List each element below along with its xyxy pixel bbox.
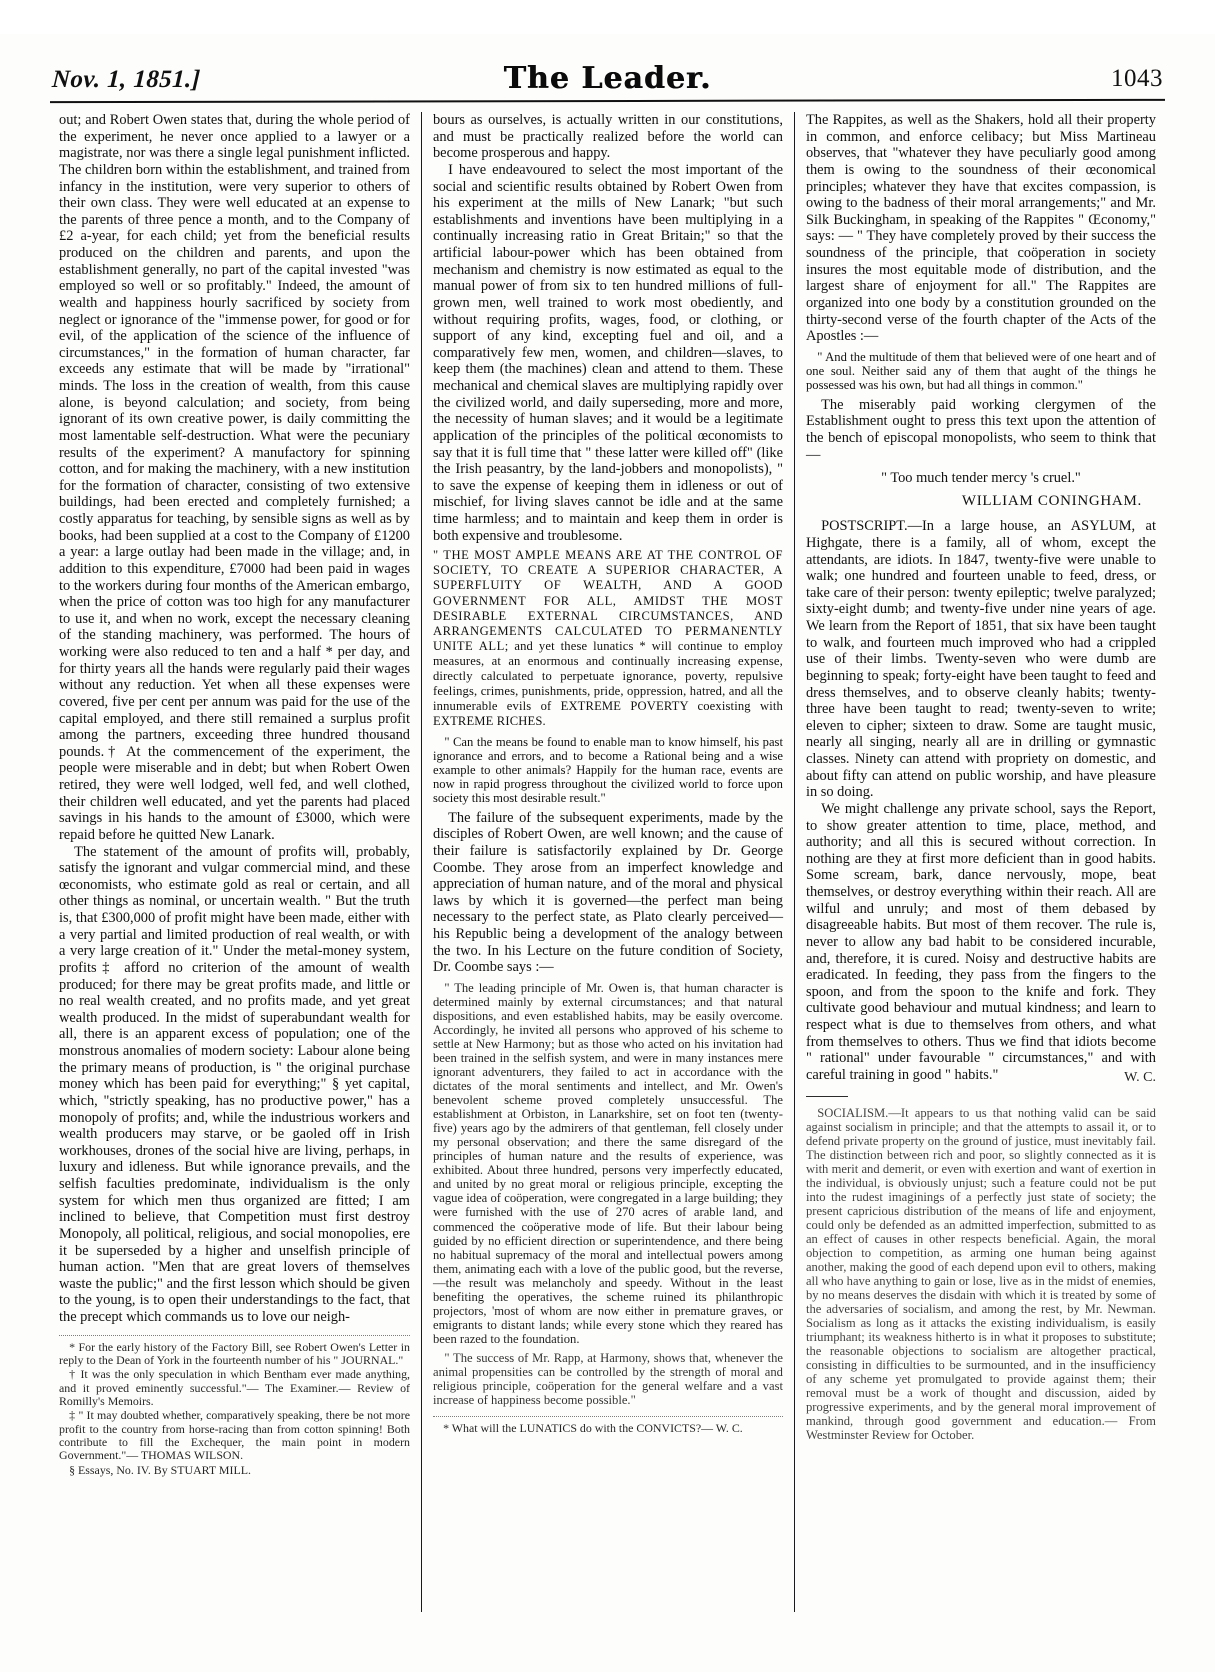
column-2 — [421, 112, 794, 1612]
footnote: * What will the LUNATICS do with the CONVICTS?— W. C. — [443, 1420, 743, 1435]
column-2-body — [433, 112, 783, 544]
paragraph: I have endeavoured to select the most important of the social and scientific results obtained by Robert Owen from his experiment at the mills of New Lanark; "but such establishments and inventions have been multiplying in a continually increasing ratio in Great Britain;" so that the artificial labour-power which has been obtained from mechanism and chemistry is now estimated as equal to the manual power of from six to ten hundred millions of full-grown men, well trained to work most obediently, and without requiring profits, wages, food, or clothing, or support of any kind, excepting fuel and oil, and a comparatively few men, women, and children—slaves, to keep them (the machines) clean and attend to them. These mechanical and chemical slaves are multiplying rapidly over the civilized world, and daily superseding, more and more, the necessity of human slaves; and it would be a legitimate application of the principles of the political œconomists to say that it is full time that " these latter were killed off" (like the Irish peasantry, by the land-jobbers and monopolists), " to save the expense of keeping them in idleness or out of mischief, for living slaves cannot be idle and at the same time harmless; and to maintain and keep them in order is both expensive and troublesome. — [432, 161, 783, 544]
column-2-body-2 — [433, 810, 783, 976]
paragraph: " Can the means be found to enable man to know himself, his past ignorance and errors, and to become a Rational being and a wise example to other animals? Happily for the human race, events are now in rapid progress throughout the civilized world to force upon society this most desirable result." — [432, 734, 783, 805]
capitalized-quote-lead: " THE MOST AMPLE MEANS ARE AT THE CONTROL OF SOCIETY, TO CREATE A SUPERIOR CHARACTER, A SUPERFLUITY OF WEALTH, AND A GOOD GOVERNMENT FOR ALL, AMIDST THE MOST DESIRABLE EXTERNAL CIRCUMSTANCES, AND ARRANGEMENTS CALCULATED TO PERMANENTLY UNITE ALL — [432, 548, 783, 653]
column-3-body — [806, 112, 1156, 345]
column-3-body-2 — [806, 397, 1156, 464]
block-quote-2 — [433, 735, 783, 805]
footnote: † It was the only speculation in which Bentham ever made anything, and it proved eminently successful."— The Examiner.— Review of Romilly's Memoirs. — [59, 1367, 410, 1408]
page-number: 1043 — [1111, 65, 1163, 92]
paragraph: POSTSCRIPT.—In a large house, an ASYLUM, at Highgate, there is a family, all of whom, except the attendants, are idiots. In 1847, twenty-five were unable to walk; one hundred and fourteen unable to feed, dress, or take care of their person: twenty epileptic; twelve paralyzed; sixty-eight dumb; and twenty-five under nine years of age. We learn from the Report of 1851, that six have been taught to walk, and fourteen much improved who had a crippled use of their limbs. Twenty-seven who were dumb are beginning to speak; forty-eight have been taught to feed and dress themselves, and to observe cleanly habits; twenty-three have been taught to read; twenty-seven to write; eleven to cipher; sixteen to draw. Some are taught music, nearly all singing, nearly all are in drilling or gymnastic classes. Ninety can attend with propriety on domestic, and about fifty can attend on public worship, and have pleasure in so doing. — [805, 518, 1156, 801]
publication-title: The Leader. — [503, 61, 712, 96]
capitalized-quote-rest: ; and yet these lunatics * will continue to employ measures, at an enormous and continually increasing expense, directly calculated to perpetuate ignorance, poverty, repulsive feelings, crimes, punishments, pride, oppression, hatred, and all the innumerable evils of EXTREME POVERTY coexisting with EXTREME RICHES. — [432, 638, 783, 729]
column-1-footnotes — [59, 1341, 410, 1477]
scripture-quote — [806, 350, 1156, 392]
footnote-separator — [433, 1416, 783, 1417]
footnote: § Essays, No. IV. By STUART MILL. — [69, 1462, 251, 1477]
issue-date: Nov. 1, 1851.] — [51, 66, 202, 93]
editor-initials: W. C. — [1124, 1069, 1156, 1085]
paragraph: " And the multitude of them that believed were of one heart and of one soul. Neither said any of them that aught of the things he possessed was his own, but had all things in common." — [805, 349, 1156, 392]
paragraph: The miserably paid working clergymen of the Establishment ought to press this text upon the attention of the bench of episcopal monopolists, who seem to think that— — [805, 396, 1156, 463]
column-container — [48, 112, 1167, 1612]
footnote: ‡ " It may doubted whether, comparatively speaking, there be not more profit to the country from horse-racing than from cotton spinning! Both contribute to fill the Exchequer, the main point in modern Government."— THOMAS WILSON. — [59, 1408, 410, 1463]
capitalized-quote — [433, 548, 783, 729]
postscript-block — [806, 518, 1156, 1083]
column-1-body — [59, 112, 410, 1326]
footnote: * For the early history of the Factory Bill, see Robert Owen's Letter in reply to the Dean of York in the fourteenth number of his " JOURNAL." — [59, 1339, 410, 1367]
masthead-rule — [50, 99, 1165, 103]
paragraph: " The leading principle of Mr. Owen is, that human character is determined mainly by external circumstances; and that natural dispositions, and even established habits, may be easily overcome. Accordingly, he invited all persons who approved of his scheme to settle at New Harmony; but as those who acted on his invitation had been trained in the selfish system, and were in many instances mere ignorant adventurers, they failed to act in accordance with the dictates of the moral sentiments and intellect, and Mr. Owen's benevolent scheme proved completely unsuccessful. The establishment at Orbiston, in Lanarkshire, set on foot ten (twenty-five) years ago by the admirers of that gentleman, fell closely under my personal observation; and there the same disregard of the principles of human nature and the results of experience, was exhibited. About three hundred, persons very imperfectly educated, and united by no great moral or religious principle, excepting the vague idea of coöperation, were congregated in a large building; they were furnished with the use of 270 acres of arable land, and commenced the coöperative mode of life. But their labour being guided by no efficient direction or superintendence, and there being no habitual supremacy of the moral and intellectual powers among them, animating each with a love of the public good, but the reverse,—the result was melancholy and speedy. Without in the least benefiting the operatives, the scheme ruined its philanthropic projectors, 'most of whom are now either in premature graves, or emigrants to distant lands; while every stone which they reared has been razed to the foundation. — [432, 980, 783, 1346]
paragraph: out; and Robert Owen states that, during the whole period of the experiment, he never once applied to a lawyer or a magistrate, nor was there a single legal punishment inflicted. The children born within the establishment, and trained from infancy in the institution, were very superior to others of their own class. They were well educated at an expense to the parents of three pence a month, and to the Company of £2 a-year, for each child; yet from the beneficial results produced on the children and parents, and upon the establishment generally, no part of the capital invested "was employed so well or so profitably." Indeed, the amount of wealth and happiness hourly sacrificed by society from neglect or ignorance of the "immense power, for good or for evil, of the application of the science of the influence of circumstances," in the formation of human character, far exceeds any estimate that will be made by "irrational" minds. The loss in the creation of wealth, from this cause alone, is beyond calculation; and society, from being ignorant of its own creative power, is daily committing the most lamentable self-destruction. What were the pecuniary results of the experiment? A manufactory for spinning cotton, and for making the machinery, with a new institution for the formation of character, consisting of two extensive buildings, had been erected and completely furnished; a costly apparatus for teaching, by sensible signs as well as by books, had been supplied at a cost to the Company of £1200 a year: a large outlay had been made in the village; and, in addition to this expenditure, £7000 had been paid in wages to the workers during four months of the American embargo, when the price of cotton was too high for any manufacturer to use it, and when no work, except the necessary cleaning of the standing machinery, was performed. The hours of working were also reduced to ten and a half * per day, and for thirty years all the hands were regularly paid their wages without any reduction. Yet when all these expenses were covered, five per cent per annum was paid for the use of the capital employed, and there still remained a surplus profit among the partners, exceeding three hundred thousand pounds.† At the commencement of the experiment, the people were miserable and in debt; but when Robert Owen retired, they were well lodged, well fed, and well clothed, their children well educated, and yet the parents had placed savings in his hands to the amount of £3000, which were repaid before he quitted New Lanark. — [59, 112, 410, 843]
footnote-separator — [59, 1335, 410, 1336]
paragraph: SOCIALISM.—It appears to us that nothing valid can be said against socialism in principle; and that the attempts to assail it, or to defend private property on the ground of justice, must inevitably fail. The distinction between rich and poor, so slightly connected as it is with merit and demerit, or even with exertion and want of exertion in the individual, is obviously unjust; such a feature could not be put into the rudest imaginings of a perfectly just state of society; the present capricious distribution of the means of life and enjoyment, could only be defended as an admitted imperfection, submitted to as an effect of causes in other respects beneficial. Again, the moral objection to competition, as arming one human being against another, making the good of each depend upon evil to others, making all who have anything to gain or lose, live as in the midst of enemies, by no means deserves the disdain with which it is treated by some of the adversaries of socialism, and among the rest, by Mr. Newman. Socialism as long as it attacks the existing individualism, is easily triumphant; its weakness hitherto is in what it proposes to substitute; the reasonable objections to socialism are altogether practical, consisting in difficulties to be surmounted, and in the insufficiency of any scheme yet promulgated to provide against them; their removal must be a work of thought and discussion, aided by progressive experiments, and by the general moral improvement of mankind, through good government and education.— From Westminster Review for October. — [805, 1105, 1156, 1443]
author-signature: WILLIAM CONINGHAM. — [961, 493, 1142, 510]
column-1 — [48, 112, 421, 1612]
paragraph: The failure of the subsequent experiments, made by the disciples of Robert Owen, are well known; and the cause of their failure is satisfactorily explained by Dr. George Coombe. They arose from an imperfect knowledge and appreciation of human nature, and of the moral and physical laws by which it is governed—the perfect man being necessary to the perfect state, as Plato clearly perceived—his Republic being a development of the analogy between the two. In his Lecture on the future condition of Society, Dr. Coombe says :— — [432, 809, 783, 976]
epigraph: " Too much tender mercy 's cruel." — [881, 470, 1081, 487]
column-2-footnotes — [433, 1422, 783, 1435]
coombe-quote-2 — [433, 1351, 783, 1407]
column-3 — [794, 112, 1167, 1612]
socialism-note — [806, 1106, 1156, 1443]
paragraph: The Rappites, as well as the Shakers, hold all their property in common, and enforce celibacy; but Miss Martineau observes, that "whatever they have peculiarly good among them is owing to the soundness of their œconomical principles; whatever they have that excites compassion, is owing to the badness of their moral arrangements;" and Mr. Silk Buckingham, in speaking of the Rappites " Œconomy," says: — " They have completely proved by their success the soundness of the principle, that coöperation in society insures the most equitable mode of distribution, and the largest share of enjoyment for all." The Rappites are organized into one body by a constitution grounded on the thirty-second verse of the fourth chapter of the Acts of the Apostles :— — [805, 112, 1156, 345]
paragraph: " The success of Mr. Rapp, at Harmony, shows that, whenever the animal propensities can be controlled by the strength of moral and religious principle, coöperation for the general welfare and a vast increase of happiness become possible." — [432, 1350, 783, 1407]
newspaper-page — [0, 34, 1215, 1672]
paragraph: The statement of the amount of profits will, probably, satisfy the ignorant and vulgar commercial mind, and these œconomists, who estimate gold as real or certain, and all other things as nominal, or uncertain wealth. " But the truth is, that £300,000 of profit might have been made, either with a very partial and limited production of real wealth, or with a very large creation of it." Under the metal-money system, profits‡ afford no criterion of the amount of wealth produced; for there may be great profits made, and little or no real wealth created, and no profits made, and yet great wealth produced. In the midst of superabundant wealth for all, there is an apparent excess of population; one of the monstrous anomalies of modern society: Labour alone being the primary means of production, is " the original purchase money which has been paid for everything;" § yet capital, which, "strictly speaking, has no productive power," has a monopoly of profits; and, while the industrious workers and wealth producers may starve, or be gaoled off in Irish workhouses, drones of the social hive are living, perhaps, in luxury and idleness. But while ignorance prevails, and the selfish faculties predominate, individualism is the only system for which men thus organized are fitted; I am inclined to believe, that Competition must first destroy Monopoly, all political, religious, and social monopolies, ere it be superseded by a higher and unselfish principle of human action. "Men that are great lovers of themselves waste the public;" and the first lesson which should be given to the young, is to open their understandings to the fact, that the precept which commands us to love our neigh- — [59, 843, 410, 1325]
section-divider-rule — [806, 1096, 848, 1097]
coombe-quote-1 — [433, 981, 783, 1346]
masthead — [52, 34, 1163, 96]
paragraph: bours as ourselves, is actually written in our constitutions, and must be practically realized before the world can become prosperous and happy. — [432, 112, 783, 162]
paragraph: We might challenge any private school, says the Report, to show greater attention to time, place, method, and authority; and all this is secured without correction. In nothing are they at first more deficient than in good habits. Some scream, bark, dance nervously, mope, beat themselves, or destroy everything within their reach. All are wilful and unruly; and most of them debased by disagreeable habits. But most of them recover. The rule is, never to allow any bad habit to be considered incurable, and, therefore, it is cured. Noisy and destructive habits are eradicated. In feeding, they pass from the fingers to the spoon, and from the spoon to the knife and fork. They cultivate good behaviour and mutual kindness; and learn to respect what is due to themselves from others, and what from themselves to others. Thus we find that idiots become " rational" under favourable " circumstances," and with careful training in good " habits." — [805, 800, 1156, 1083]
